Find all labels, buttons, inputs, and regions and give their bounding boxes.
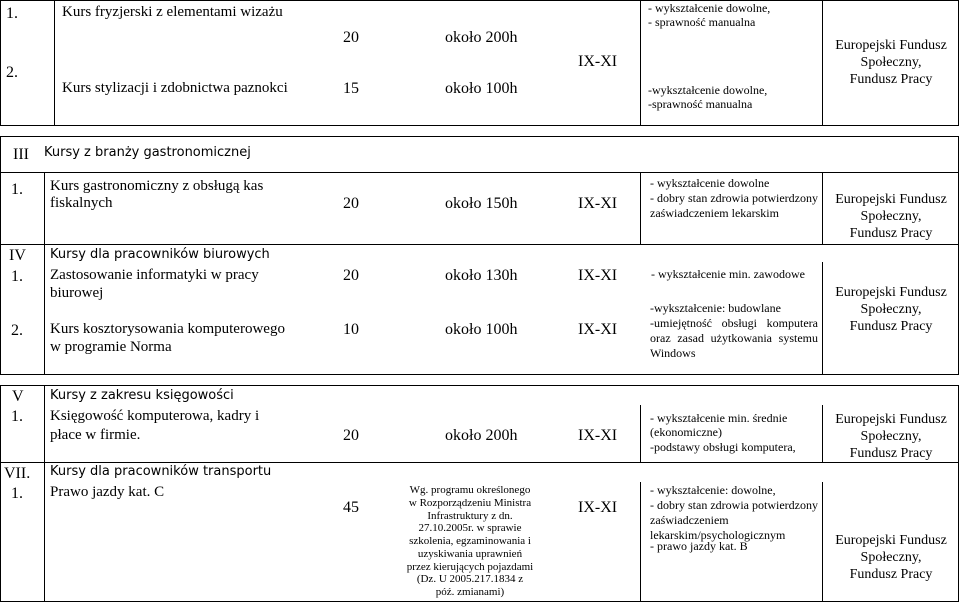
section-title: Kursy dla pracowników biurowych — [50, 247, 270, 262]
hours-line: przez kierujących pojazdami — [406, 560, 534, 573]
rule — [822, 405, 823, 462]
rule — [44, 385, 45, 601]
rule — [44, 244, 45, 374]
section-title: Kursy z zakresu księgowości — [50, 388, 234, 403]
requirement: -podstawy obsługi komputera, — [650, 440, 796, 454]
rule — [0, 385, 1, 601]
rule — [822, 172, 823, 244]
course-hours: około 100h — [445, 321, 518, 338]
requirement: - dobry stan zdrowia potwierdzony zaświadczeniem lekarskim/psychologicznym — [650, 498, 818, 542]
course-name: Zastosowanie informatyki w pracy — [50, 267, 259, 283]
hours-line: Wg. programu określonego — [409, 484, 531, 496]
funding-line: Europejski Fundusz — [835, 285, 947, 300]
course-hours: około 200h — [445, 427, 518, 444]
row-number: 1. — [11, 485, 23, 502]
row-number: 1. — [11, 268, 23, 285]
requirement: - sprawność manualna — [648, 15, 756, 29]
grade-range: IX-XI — [578, 499, 618, 516]
requirement: -umiejętność obsługi komputera oraz zasad użytkowania systemu Windows — [650, 316, 818, 360]
course-name: w programie Norma — [50, 339, 172, 355]
funding-source — [824, 192, 958, 242]
hours-line: 27.10.2005r. w sprawie — [418, 522, 522, 535]
rule — [640, 482, 641, 601]
rule — [0, 0, 959, 1]
funding-line: Europejski Fundusz — [835, 412, 947, 427]
course-hours: około 130h — [445, 267, 518, 284]
section-title: Kursy z branży gastronomicznej — [44, 145, 251, 160]
rule — [640, 405, 641, 462]
course-hours — [404, 484, 536, 599]
funding-line: Europejski Fundusz — [835, 533, 947, 548]
participants-count: 45 — [343, 499, 359, 516]
funding-line: Społeczny, — [860, 549, 922, 565]
requirement: - dobry stan zdrowia potwierdzony zaświadczeniem lekarskim — [650, 191, 818, 220]
participants-count: 20 — [343, 195, 359, 212]
course-name: płace w firmie. — [50, 427, 141, 443]
hours-line: (Dz. U 2005.217.1834 z — [416, 573, 524, 586]
funding-line: Fundusz Pracy — [849, 71, 933, 87]
grade-range: IX-XI — [578, 321, 618, 338]
requirement: -wykształcenie: budowlane — [650, 301, 781, 315]
course-name: Kurs kosztorysowania komputerowego — [50, 321, 285, 337]
course-name: Księgowość komputerowa, kadry i — [50, 408, 260, 424]
funding-line: Społeczny, — [860, 428, 922, 444]
funding-line: Społeczny, — [860, 208, 922, 224]
grade-range: IX-XI — [578, 427, 618, 444]
funding-line: Fundusz Pracy — [849, 566, 933, 582]
row-number: 1. — [11, 181, 23, 198]
participants-count: 10 — [343, 321, 359, 338]
requirement: (ekonomiczne) — [650, 425, 722, 439]
rule — [822, 262, 823, 374]
funding-line: Fundusz Pracy — [849, 318, 933, 334]
funding-source — [824, 533, 958, 583]
funding-line: Fundusz Pracy — [849, 225, 933, 241]
hours-line: uzyskiwania uprawnień — [417, 547, 523, 560]
requirement: -sprawność manualna — [648, 97, 753, 111]
rule — [0, 172, 959, 173]
rule — [0, 136, 959, 137]
section-roman: IV — [9, 247, 26, 264]
participants-count: 20 — [343, 267, 359, 284]
funding-line: Społeczny, — [860, 54, 922, 70]
rule — [0, 385, 959, 386]
funding-source — [824, 285, 958, 335]
requirement: - wykształcenie min. średnie — [650, 411, 788, 425]
funding-source — [824, 38, 958, 88]
rule — [640, 172, 641, 244]
section-roman: VII. — [4, 465, 31, 482]
participants-count: 15 — [343, 80, 359, 97]
row-number: 1. — [11, 408, 23, 425]
grade-range: IX-XI — [578, 53, 618, 70]
rule — [640, 0, 641, 125]
funding-line: Europejski Fundusz — [835, 38, 947, 53]
course-name: Kurs gastronomiczny z obsługą kas — [50, 178, 264, 194]
course-name: Prawo jazdy kat. C — [50, 484, 165, 500]
section-title: Kursy dla pracowników transportu — [50, 464, 272, 479]
rule — [44, 172, 45, 244]
course-name: Kurs stylizacji i zdobnictwa paznokci — [62, 80, 288, 96]
grade-range: IX-XI — [578, 195, 618, 212]
course-name: Kurs fryzjerski z elementami wizażu — [62, 4, 283, 20]
grade-range: IX-XI — [578, 267, 618, 284]
requirement: -wykształcenie dowolne, — [648, 83, 768, 97]
funding-source — [824, 412, 958, 462]
course-name: fiskalnych — [50, 195, 113, 211]
rule — [0, 374, 959, 375]
hours-line: póź. zmianami) — [435, 586, 505, 598]
funding-line: Fundusz Pracy — [849, 445, 933, 461]
participants-count: 20 — [343, 427, 359, 444]
hours-line: szkolenia, egzaminowania i — [409, 535, 531, 547]
requirement: - wykształcenie: dowolne, — [650, 483, 776, 497]
row-number: 2. — [11, 322, 23, 339]
rule — [0, 244, 1, 374]
rule — [0, 136, 1, 244]
rule — [0, 462, 959, 463]
course-name: biurowej — [50, 285, 104, 301]
requirement: - wykształcenie dowolne, — [648, 1, 771, 15]
rule — [0, 244, 959, 245]
rule — [0, 0, 1, 125]
participants-count: 20 — [343, 29, 359, 46]
section-roman: V — [12, 388, 24, 405]
rule — [822, 0, 823, 125]
requirement: - wykształcenie dowolne — [650, 176, 770, 190]
rule — [822, 482, 823, 601]
requirement: - wykształcenie min. zawodowe — [651, 267, 805, 281]
row-number: 2. — [6, 64, 18, 81]
course-hours: około 150h — [445, 195, 518, 212]
rule — [0, 125, 959, 126]
hours-line: Infrastruktury z dn. — [427, 509, 513, 522]
course-hours: około 200h — [445, 29, 518, 46]
rule — [54, 0, 55, 125]
funding-line: Społeczny, — [860, 301, 922, 317]
course-hours: około 100h — [445, 80, 518, 97]
requirement: - prawo jazdy kat. B — [650, 539, 748, 553]
funding-line: Europejski Fundusz — [835, 192, 947, 207]
row-number: 1. — [6, 5, 18, 22]
section-roman: III — [13, 146, 29, 163]
hours-line: w Rozporządzeniu Ministra — [408, 496, 532, 509]
